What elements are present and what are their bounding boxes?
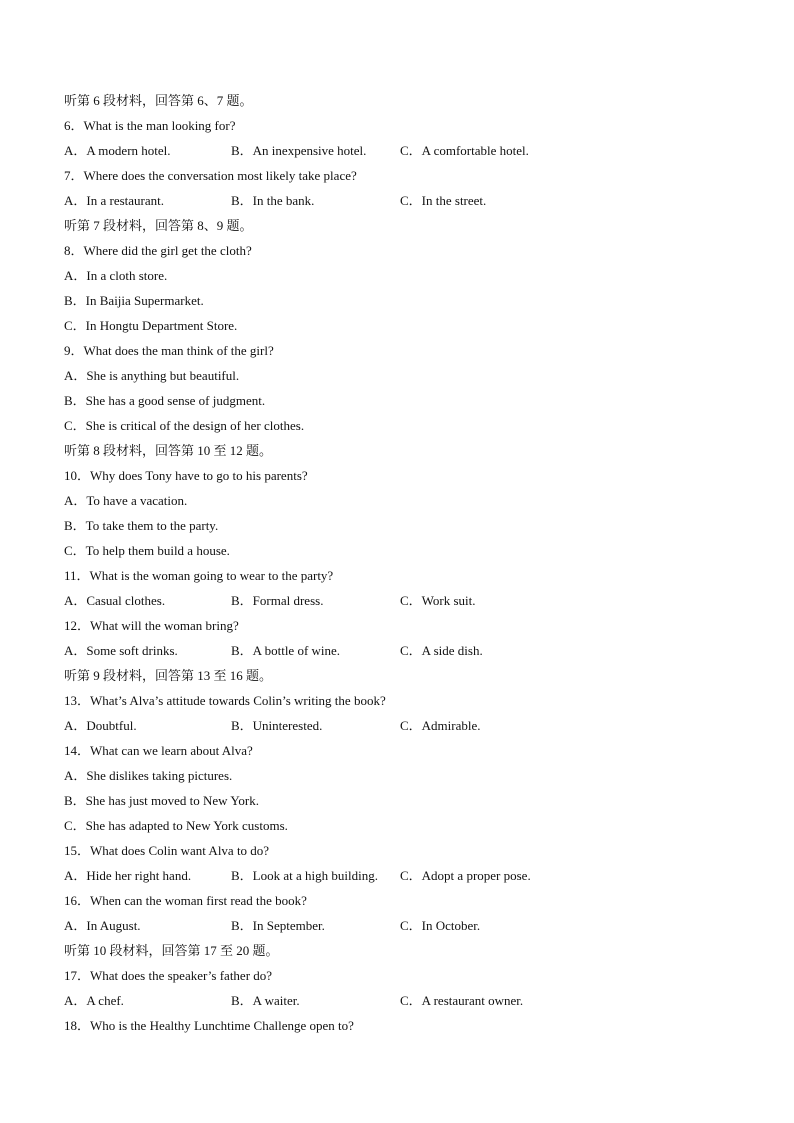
answer-option: C．A comfortable hotel. bbox=[400, 143, 529, 158]
question-line: 7．Where does the conversation most likely take place? bbox=[64, 168, 357, 183]
answer-option: A．Some soft drinks. bbox=[64, 643, 178, 658]
answer-option: C．Admirable. bbox=[400, 718, 481, 733]
question-line: A．To have a vacation. bbox=[64, 493, 188, 508]
question-line: B．In Baijia Supermarket. bbox=[64, 293, 204, 308]
answer-option: A．A modern hotel. bbox=[64, 143, 171, 158]
answer-options-row bbox=[64, 863, 764, 888]
answer-option: B．In the bank. bbox=[231, 193, 315, 208]
question-line: 15．What does Colin want Alva to do? bbox=[64, 843, 270, 858]
question-line: A．She dislikes taking pictures. bbox=[64, 768, 233, 783]
answer-option: A．A chef. bbox=[64, 993, 124, 1008]
question-line: 18．Who is the Healthy Lunchtime Challenge open to? bbox=[64, 1018, 354, 1033]
answer-option: A．Doubtful. bbox=[64, 718, 137, 733]
section-instruction: 听第 7 段材料，回答第 8、9 题。 bbox=[64, 218, 253, 233]
answer-options-row bbox=[64, 638, 764, 663]
question-line: 17．What does the speaker’s father do? bbox=[64, 968, 273, 983]
question-line: 13．What’s Alva’s attitude towards Colin’s writing the book? bbox=[64, 693, 386, 708]
answer-option: C．In the street. bbox=[400, 193, 487, 208]
answer-option: C．A side dish. bbox=[400, 643, 483, 658]
answer-options-row bbox=[64, 713, 764, 738]
question-line: 6．What is the man looking for? bbox=[64, 118, 236, 133]
answer-option: A．In a restaurant. bbox=[64, 193, 164, 208]
answer-option: B．A bottle of wine. bbox=[231, 643, 341, 658]
section-instruction: 听第 8 段材料，回答第 10 至 12 题。 bbox=[64, 443, 273, 458]
question-line: C．She has adapted to New York customs. bbox=[64, 818, 288, 833]
answer-options-row bbox=[64, 138, 764, 163]
question-line: 16．When can the woman first read the book? bbox=[64, 893, 307, 908]
question-line: 9．What does the man think of the girl? bbox=[64, 343, 274, 358]
question-line: B．She has a good sense of judgment. bbox=[64, 393, 266, 408]
answer-options-row bbox=[64, 988, 764, 1013]
answer-option: B．A waiter. bbox=[231, 993, 300, 1008]
question-line: C．In Hongtu Department Store. bbox=[64, 318, 238, 333]
answer-option: A．Hide her right hand. bbox=[64, 868, 192, 883]
answer-option: B．An inexpensive hotel. bbox=[231, 143, 367, 158]
section-instruction: 听第 10 段材料，回答第 17 至 20 题。 bbox=[64, 943, 279, 958]
answer-option: C．A restaurant owner. bbox=[400, 993, 524, 1008]
answer-options-row bbox=[64, 188, 764, 213]
answer-options-row bbox=[64, 588, 764, 613]
question-line: 8．Where did the girl get the cloth? bbox=[64, 243, 252, 258]
question-line: C．To help them build a house. bbox=[64, 543, 230, 558]
answer-option: C．Work suit. bbox=[400, 593, 476, 608]
section-instruction: 听第 6 段材料，回答第 6、7 题。 bbox=[64, 93, 253, 108]
question-line: B．To take them to the party. bbox=[64, 518, 219, 533]
question-line: A．She is anything but beautiful. bbox=[64, 368, 240, 383]
answer-option: B．Uninterested. bbox=[231, 718, 323, 733]
answer-option: C．In October. bbox=[400, 918, 481, 933]
answer-option: A．In August. bbox=[64, 918, 141, 933]
question-line: 11．What is the woman going to wear to the party? bbox=[64, 568, 334, 583]
answer-option: C．Adopt a proper pose. bbox=[400, 868, 531, 883]
answer-option: B．Look at a high building. bbox=[231, 868, 378, 883]
answer-option: A．Casual clothes. bbox=[64, 593, 166, 608]
question-line: 10．Why does Tony have to go to his parents? bbox=[64, 468, 308, 483]
question-line: 12．What will the woman bring? bbox=[64, 618, 239, 633]
question-line: C．She is critical of the design of her clothes. bbox=[64, 418, 305, 433]
answer-option: B．In September. bbox=[231, 918, 325, 933]
listening-questions bbox=[64, 88, 764, 1038]
question-line: B．She has just moved to New York. bbox=[64, 793, 260, 808]
section-instruction: 听第 9 段材料，回答第 13 至 16 题。 bbox=[64, 668, 273, 683]
question-line: A．In a cloth store. bbox=[64, 268, 168, 283]
question-line: 14．What can we learn about Alva? bbox=[64, 743, 253, 758]
answer-options-row bbox=[64, 913, 764, 938]
answer-option: B．Formal dress. bbox=[231, 593, 324, 608]
